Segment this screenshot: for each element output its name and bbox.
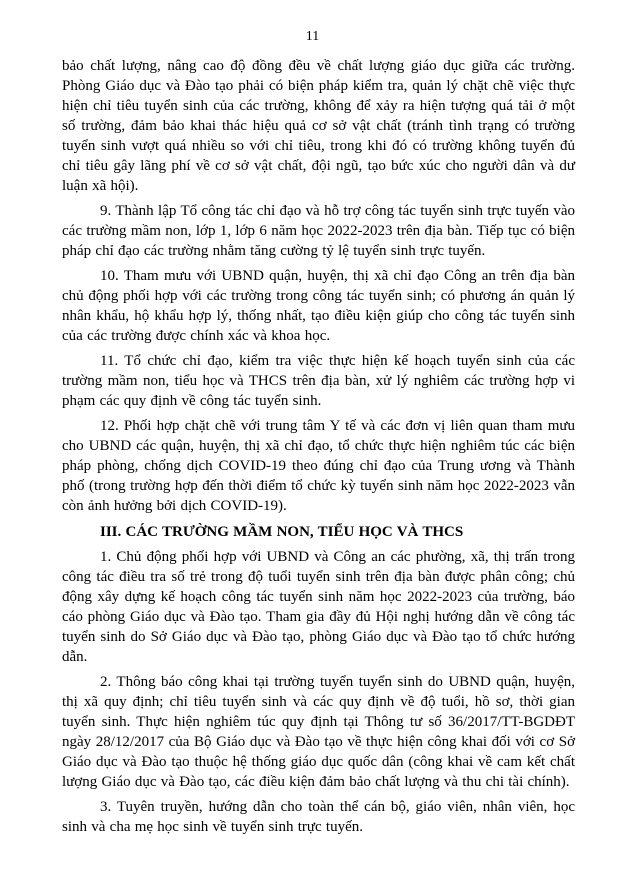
paragraph-item-9: 9. Thành lập Tổ công tác chỉ đạo và hỗ trợ công tác tuyển sinh trực tuyến vào các trường mầm non, lớp 1, lớp 6 năm học 2022-2023 trên địa bàn. Tiếp tục có biện pháp chỉ đạo các trường nhằm tăng cường tỷ lệ tuyển sinh trực tuyến. xyxy=(62,203,575,259)
paragraph-item-12: 12. Phối hợp chặt chẽ với trung tâm Y tế và các đơn vị liên quan tham mưu cho UBND các quận, huyện, thị xã chỉ đạo, tổ chức thực hiện nghiêm túc các biện pháp phòng, chống dịch COVID-19 theo đúng chỉ đạo của Trung ương và Thành phố (trong trường hợp đến thời điểm tổ chức kỳ tuyển sinh năm học 2022-2023 vẫn còn ảnh hưởng bởi dịch COVID-19). xyxy=(62,418,575,514)
paragraph-continuation: bảo chất lượng, nâng cao độ đồng đều về chất lượng giáo dục giữa các trường. Phòng Giáo dục và Đào tạo phải có biện pháp kiểm tra, quản lý chặt chẽ việc thực hiện chỉ tiêu tuyển sinh của các trường, không để xảy ra hiện tượng quá tải ở một số trường, đảm bảo khai thác hiệu quả cơ sở vật chất (tránh tình trạng có trường tuyển sinh vượt quá nhiều so với chỉ tiêu, trong khi đó có trường không tuyển đủ chỉ tiêu gây lãng phí về cơ sở vật chất, đội ngũ, tạo bức xúc cho người dân và dư luận xã hội). xyxy=(62,58,575,194)
section-heading-iii: III. CÁC TRƯỜNG MẦM NON, TIỂU HỌC VÀ THCS xyxy=(100,524,464,540)
page-number: 11 xyxy=(305,29,320,44)
paragraph-item-2: 2. Thông báo công khai tại trường tuyển tuyển sinh do UBND quận, huyện, thị xã quy định; chỉ tiêu tuyển sinh và các quy định về độ tuổi, hồ sơ, thời gian tuyển sinh. Thực hiện nghiêm túc quy định tại Thông tư số 36/2017/TT-BGDĐT ngày 28/12/2017 của Bộ Giáo dục và Đào tạo về thực hiện công khai đối với cơ Sở Giáo dục và Đào tạo thuộc hệ thống giáo dục quốc dân (công khai về cam kết chất lượng Giáo dục và Đào tạo, các điều kiện đảm bảo chất lượng và thu chi tài chính). xyxy=(62,674,575,790)
document-body xyxy=(62,56,575,837)
paragraph-item-3: 3. Tuyên truyền, hướng dẫn cho toàn thể cán bộ, giáo viên, nhân viên, học sinh và cha mẹ học sinh về tuyển sinh trực tuyến. xyxy=(62,799,575,835)
paragraph-item-1: 1. Chủ động phối hợp với UBND và Công an các phường, xã, thị trấn trong công tác điều tra số trẻ trong độ tuổi tuyển sinh trên địa bàn được phân công; chủ động xây dựng kế hoạch công tác tuyển sinh năm học 2022-2023 của trường, báo cáo phòng Giáo dục và Đào tạo. Tham gia đầy đủ Hội nghị hướng dẫn về công tác tuyển sinh do Sở Giáo dục và Đào tạo, phòng Giáo dục và Đào tạo tổ chức hướng dẫn. xyxy=(62,549,575,665)
paragraph-item-11: 11. Tổ chức chỉ đạo, kiểm tra việc thực hiện kế hoạch tuyển sinh của các trường mầm non, tiểu học và THCS trên địa bàn, xử lý nghiêm các trường hợp vi phạm các quy định về công tác tuyển sinh. xyxy=(62,353,575,409)
paragraph-item-10: 10. Tham mưu với UBND quận, huyện, thị xã chỉ đạo Công an trên địa bàn chủ động phối hợp với các trường trong công tác tuyển sinh; có phương án quản lý nhân khẩu, hộ khẩu hợp lý, thống nhất, tạo điều kiện giúp cho công tác tuyển sinh của các trường được chính xác và khoa học. xyxy=(62,268,575,344)
